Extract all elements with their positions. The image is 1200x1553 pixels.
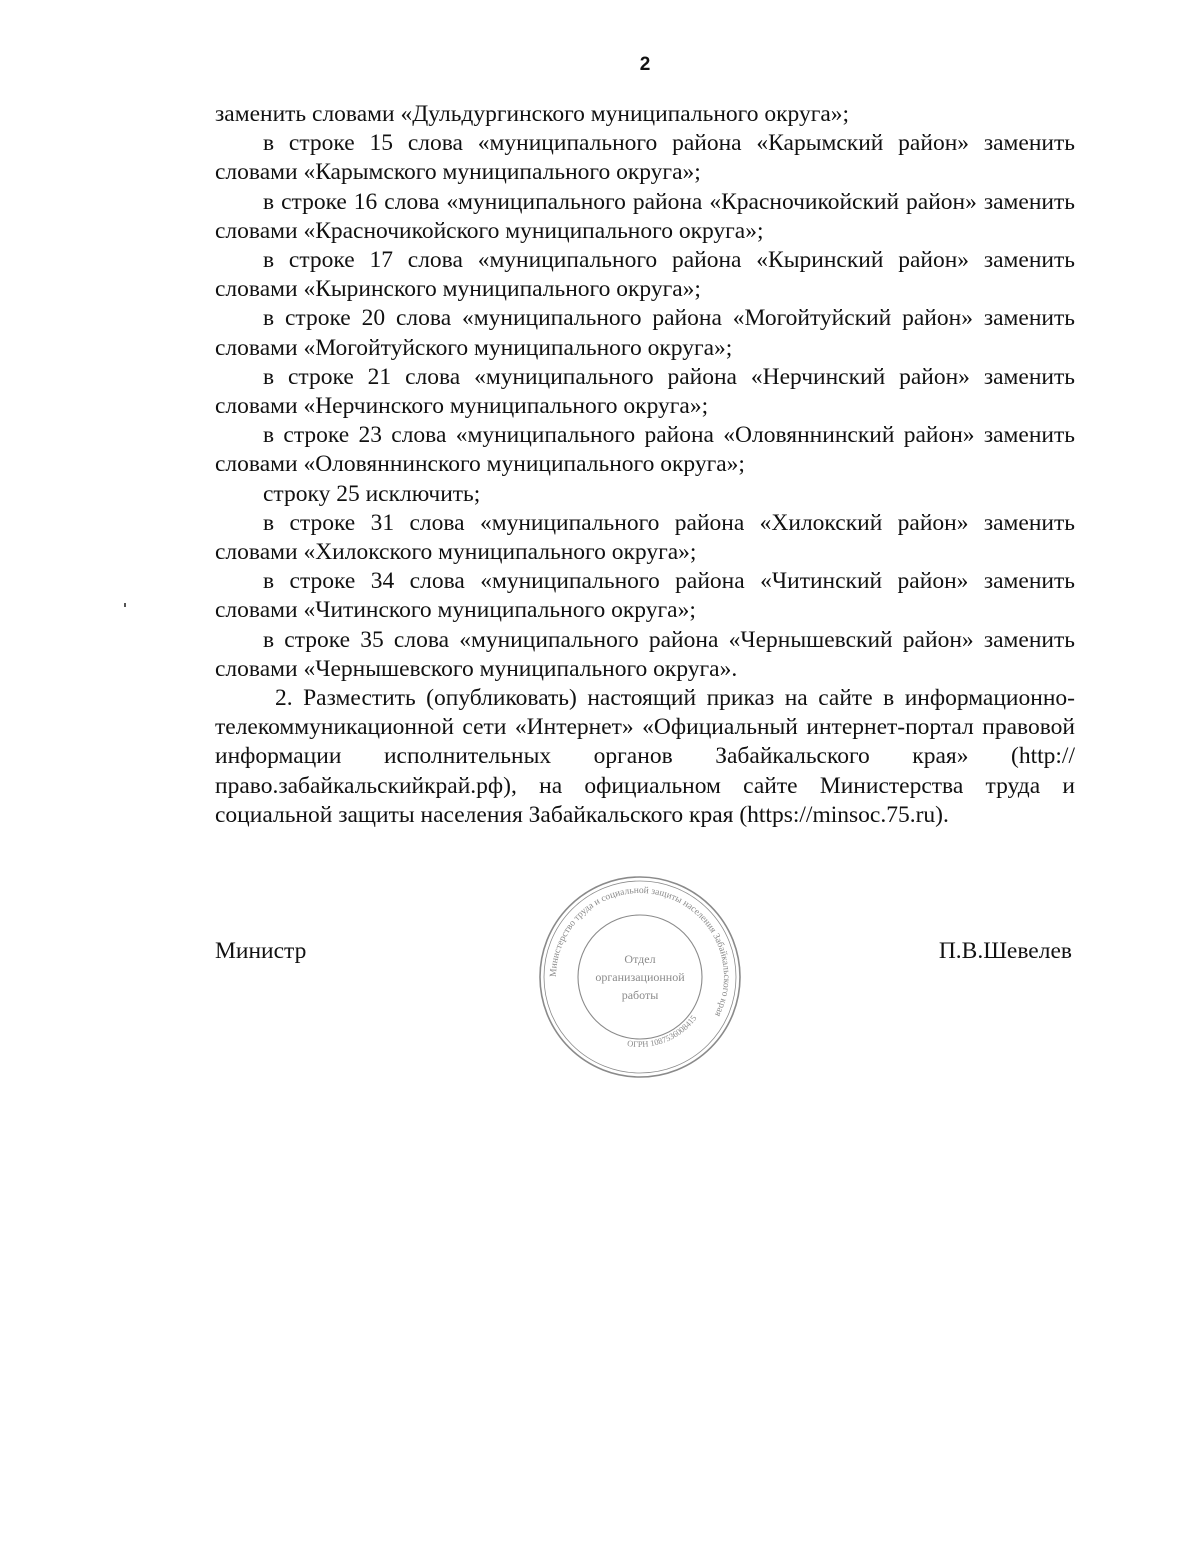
signatory-name: П.В.Шевелев	[938, 938, 1072, 964]
paragraph: в строке 17 слова «муниципального района «Кыринский район» заменить словами «Кыринского муниципального округа»;	[215, 247, 1075, 303]
paragraph: в строке 15 слова «муниципального района «Карымский район» заменить словами «Карымского муниципального округа»;	[215, 130, 1075, 186]
stamp-center-line-2: организационной	[595, 970, 685, 984]
paragraph: в строке 21 слова «муниципального района «Нерчинский район» заменить словами «Нерчинского муниципального округа»;	[215, 363, 1075, 420]
paragraph: в строке 23 слова «муниципального района «Оловяннинский район» заменить словами «Оловяннинского муниципального округа»;	[215, 422, 1075, 478]
stamp-center-line-1: Отдел	[624, 952, 656, 966]
stamp-inner-ring-text: ОГРН 1087536008415	[626, 1013, 699, 1050]
official-seal-stamp	[536, 873, 744, 1081]
paragraph: в строке 34 слова «муниципального района «Читинский район» заменить словами «Читинского муниципального округа»;	[215, 568, 1075, 624]
paragraph: в строке 31 слова «муниципального района «Хилокский район» заменить словами «Хилокского муниципального округа»;	[215, 509, 1075, 566]
paragraph-publication: 2. Разместить (опубликовать) настоящий приказ на сайте в информационно-телекоммуникационной сети «Интернет» «Официальный интернет-портал правовой информации исполнительных органов Забайкальского края» (http://право.забайкальскийкрай.рф), на официальном сайте Министерства труда и социальной защиты населения Забайкальского края (https://minsoc.75.ru).	[215, 685, 1075, 828]
paragraph: строку 25 исключить;	[263, 480, 481, 507]
paragraph: в строке 35 слова «муниципального района «Чернышевский район» заменить словами «Чернышевского муниципального округа».	[215, 626, 1075, 682]
paragraph: заменить словами «Дульдургинского муниципального округа»;	[215, 101, 850, 127]
paragraph: в строке 16 слова «муниципального района «Красночикойский район» заменить словами «Красночикойского муниципального округа»;	[215, 188, 1075, 244]
signatory-title: Министр	[215, 938, 307, 964]
stamp-ring-text: Министерство труда и социальной защиты населения Забайкальского края	[548, 885, 732, 1018]
paragraph: в строке 20 слова «муниципального района «Могойтуйский район» заменить словами «Могойтуйского муниципального округа»;	[215, 305, 1075, 361]
scan-speck	[124, 603, 126, 607]
page-number: 2	[639, 54, 651, 75]
document-body	[215, 100, 1075, 830]
stamp-center-line-3: работы	[621, 988, 659, 1002]
